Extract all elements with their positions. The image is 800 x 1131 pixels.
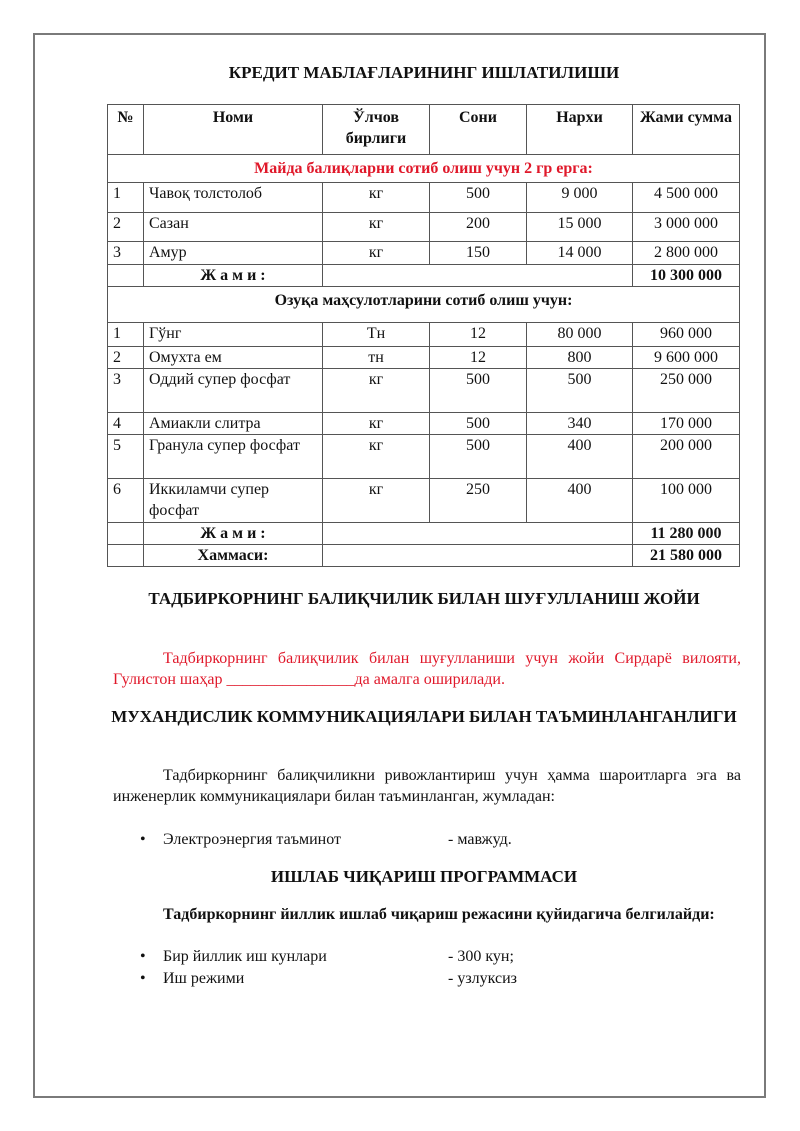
table-row [108, 369, 740, 413]
cell-qty: 12 [430, 347, 527, 369]
cell-empty [108, 265, 144, 287]
cell-price: 340 [527, 413, 633, 435]
cell-price: 9 000 [527, 183, 633, 213]
cell-qty: 500 [430, 413, 527, 435]
header-cell: Номи [144, 105, 323, 155]
bullet-label: Бир йиллик иш кунлари [163, 948, 327, 965]
cell-name: Амиакли слитра [144, 413, 323, 435]
cell-sum: 250 000 [633, 369, 740, 413]
page-title: КРЕДИТ МАБЛАҒЛАРИНИНГ ИШЛАТИЛИШИ [228, 63, 620, 82]
cell-no: 1 [108, 323, 144, 347]
cell-sum: 100 000 [633, 479, 740, 523]
total-row [108, 545, 740, 567]
cell-qty: 250 [430, 479, 527, 523]
cell-qty: 200 [430, 213, 527, 242]
cell-unit: Тн [323, 323, 430, 347]
cell-qty: 500 [430, 435, 527, 479]
cell-sum: 3 000 000 [633, 213, 740, 242]
header-cell: Сони [430, 105, 527, 155]
cell-name: Омухта ем [144, 347, 323, 369]
subtotal1-value: 10 300 000 [633, 265, 740, 287]
subtotal2-label: Ж а м и : [144, 523, 323, 545]
total-label: Хаммаси: [144, 545, 323, 567]
cell-no: 5 [108, 435, 144, 479]
bullet-icon: • [140, 970, 146, 987]
cell-sum: 9 600 000 [633, 347, 740, 369]
bullet-value: - мавжуд. [448, 831, 512, 848]
table-row [108, 323, 740, 347]
cell-name: Оддий супер фосфат [144, 369, 323, 413]
cell-qty: 150 [430, 242, 527, 265]
cell-price: 800 [527, 347, 633, 369]
header-cell: № [108, 105, 144, 155]
cell-name: Иккиламчи супер фосфат [144, 479, 323, 523]
cell-price: 400 [527, 479, 633, 523]
cell-no: 6 [108, 479, 144, 523]
cell-sum: 200 000 [633, 435, 740, 479]
cell-no: 1 [108, 183, 144, 213]
cell-no: 2 [108, 347, 144, 369]
bullet-label: Электроэнергия таъминот [163, 831, 341, 848]
section-row [108, 155, 740, 183]
cell-name: Амур [144, 242, 323, 265]
location-text: Тадбиркорнинг балиқчилик билан шуғулланиши учун жойи Сирдарё вилояти, Гулистон шаҳар ________________да амалга оширилади. [113, 650, 741, 688]
cell-qty: 500 [430, 183, 527, 213]
cell-unit: кг [323, 479, 430, 523]
cell-no: 2 [108, 213, 144, 242]
table-row [108, 435, 740, 479]
cell-no: 3 [108, 242, 144, 265]
cell-sum: 4 500 000 [633, 183, 740, 213]
header-cell: Жами сумма [633, 105, 740, 155]
table-row [108, 347, 740, 369]
production-heading: ИШЛАБ ЧИҚАРИШ ПРОГРАММАСИ [270, 867, 578, 886]
bullet-icon: • [140, 948, 146, 965]
table-row [108, 242, 740, 265]
subtotal-row [108, 523, 740, 545]
table-row [108, 479, 740, 523]
table-header-row [108, 105, 740, 155]
bullet-icon: • [140, 831, 146, 848]
cell-empty [108, 545, 144, 567]
cell-unit: кг [323, 242, 430, 265]
cell-no: 3 [108, 369, 144, 413]
cell-name: Чавоқ толстолоб [144, 183, 323, 213]
section1-title: Майда балиқларни сотиб олиш учун 2 гр ерга: [108, 155, 740, 183]
cell-no: 4 [108, 413, 144, 435]
cell-empty [323, 523, 633, 545]
cell-unit: кг [323, 435, 430, 479]
cell-price: 80 000 [527, 323, 633, 347]
utilities-text: Тадбиркорнинг балиқчиликни ривожлантириш учун ҳамма шароитларга эга ва инженерлик коммуникациялари билан таъминланган, жумладан: [113, 767, 741, 805]
cell-sum: 2 800 000 [633, 242, 740, 265]
section-row [108, 287, 740, 323]
cell-sum: 170 000 [633, 413, 740, 435]
subtotal2-value: 11 280 000 [633, 523, 740, 545]
bullet-item [140, 829, 512, 850]
cell-qty: 500 [430, 369, 527, 413]
production-text: Тадбиркорнинг йиллик ишлаб чиқариш режасини қуйидагича белгилайди: [163, 906, 715, 923]
cell-unit: кг [323, 213, 430, 242]
cell-unit: кг [323, 183, 430, 213]
bullet-item [140, 968, 517, 989]
bullet-item [140, 946, 514, 967]
cell-empty [108, 523, 144, 545]
bullet-value: - узлуксиз [448, 970, 517, 987]
cell-empty [323, 545, 633, 567]
table-row [108, 213, 740, 242]
cell-empty [323, 265, 633, 287]
cell-name: Сазан [144, 213, 323, 242]
cell-name: Гранула супер фосфат [144, 435, 323, 479]
cell-name: Гўнг [144, 323, 323, 347]
table-row [108, 413, 740, 435]
header-cell: Ўлчов бирлиги [323, 105, 430, 155]
location-heading: ТАДБИРКОРНИНГ БАЛИҚЧИЛИК БИЛАН ШУҒУЛЛАНИШ ЖОЙИ [148, 589, 700, 608]
bullet-value: - 300 кун; [448, 948, 514, 965]
cell-price: 14 000 [527, 242, 633, 265]
cell-unit: кг [323, 413, 430, 435]
bullet-label: Иш режими [163, 970, 245, 987]
subtotal-row [108, 265, 740, 287]
cell-sum: 960 000 [633, 323, 740, 347]
section2-title: Озуқа маҳсулотларини сотиб олиш учун: [108, 287, 740, 323]
cell-price: 400 [527, 435, 633, 479]
total-value: 21 580 000 [633, 545, 740, 567]
cell-price: 15 000 [527, 213, 633, 242]
cell-unit: кг [323, 369, 430, 413]
cell-unit: тн [323, 347, 430, 369]
cell-qty: 12 [430, 323, 527, 347]
utilities-heading: МУХАНДИСЛИК КОММУНИКАЦИЯЛАРИ БИЛАН ТАЪМИНЛАНГАНЛИГИ [111, 707, 737, 726]
header-cell: Нархи [527, 105, 633, 155]
cell-price: 500 [527, 369, 633, 413]
table-row [108, 183, 740, 213]
credit-table [107, 104, 740, 567]
subtotal1-label: Ж а м и : [144, 265, 323, 287]
